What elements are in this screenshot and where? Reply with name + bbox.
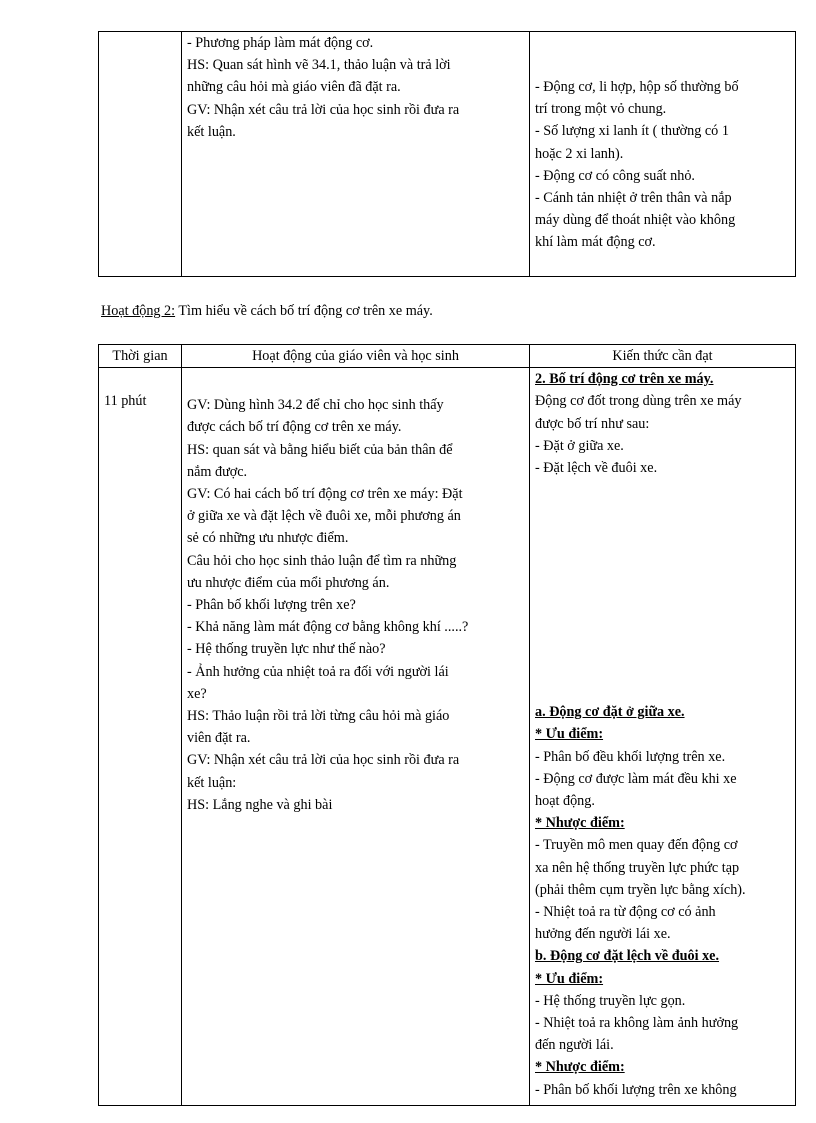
activity-line: HS: Quan sát hình vẽ 34.1, thảo luận và trả lời <box>187 57 451 74</box>
knowledge-line: - Truyền mô men quay đến động cơ <box>535 837 738 854</box>
activity-line: ở giữa xe và đặt lệch về đuôi xe, mỗi phương án <box>187 508 461 525</box>
knowledge-cell <box>530 368 796 1106</box>
time-cell <box>99 368 182 1106</box>
knowledge-line: máy dùng để thoát nhiệt vào không <box>535 212 736 229</box>
subsection-b-title: b. Động cơ đặt lệch về đuôi xe. <box>535 948 720 965</box>
activity-line: kết luận: <box>187 774 237 791</box>
activity-line: nắm được. <box>187 463 248 480</box>
knowledge-line: đến người lái. <box>535 1037 614 1054</box>
header-knowledge: Kiến thức cần đạt <box>530 345 796 368</box>
activity-line: kết luận. <box>187 123 236 140</box>
activity-line: - Phân bố khối lượng trên xe? <box>187 597 356 614</box>
activity-line: viên đặt ra. <box>187 730 251 747</box>
activity-line: GV: Nhận xét câu trả lời của học sinh rồi đưa ra <box>187 101 460 118</box>
activity-heading <box>101 300 433 322</box>
activity-line: sẻ có những ưu nhược điểm. <box>187 530 349 547</box>
time-value: 11 phút <box>104 393 147 410</box>
continuation-table <box>98 31 796 277</box>
knowledge-cell <box>530 32 796 277</box>
activity-heading-label: Hoạt động 2: <box>101 303 176 319</box>
knowledge-line: - Hệ thống truyền lực gọn. <box>535 992 686 1009</box>
knowledge-line: - Cánh tản nhiệt ở trên thân và nắp <box>535 190 732 207</box>
knowledge-line: trí trong một vỏ chung. <box>535 101 667 118</box>
knowledge-line: Động cơ đốt trong dùng trên xe máy <box>535 393 742 410</box>
activity-line: GV: Nhận xét câu trả lời của học sinh rồi đưa ra <box>187 752 460 769</box>
knowledge-line: (phải thêm cụm tryền lực bằng xích). <box>535 881 746 898</box>
activity-line: xe? <box>187 685 207 702</box>
activity-line: Câu hỏi cho học sinh thảo luận để tìm ra những <box>187 552 457 569</box>
activity-line: những câu hỏi mà giáo viên đã đặt ra. <box>187 79 401 96</box>
knowledge-line: hoạt động. <box>535 793 595 810</box>
knowledge-line: - Động cơ, li hợp, hộp số thường bố <box>535 79 739 95</box>
knowledge-line: - Đặt ở giữa xe. <box>535 437 624 454</box>
knowledge-line: - Phân bố khối lượng trên xe không <box>535 1081 737 1098</box>
knowledge-line: khí làm mát động cơ. <box>535 234 656 251</box>
knowledge-line: - Nhiệt toả ra không làm ảnh hưởng <box>535 1015 739 1032</box>
activity-heading-text: Tìm hiểu về cách bố trí động cơ trên xe máy. <box>175 303 433 319</box>
knowledge-line: - Nhiệt toả ra từ động cơ có ảnh <box>535 904 716 921</box>
activity-line: được cách bố trí động cơ trên xe máy. <box>187 419 402 436</box>
activity-line: ưu nhược điểm của mổi phương án. <box>187 574 390 591</box>
activity-line: - Ảnh hưởng của nhiệt toả ra đối với người lái <box>187 663 449 680</box>
knowledge-line: được bố trí như sau: <box>535 415 650 432</box>
knowledge-line: hoặc 2 xi lanh). <box>535 145 624 162</box>
knowledge-line: - Động cơ có công suất nhỏ. <box>535 167 695 184</box>
pros-title: * Ưu điểm: <box>535 726 604 743</box>
knowledge-line: - Phân bố đều khối lượng trên xe. <box>535 748 726 765</box>
lesson-table <box>98 344 796 1106</box>
knowledge-line: - Đặt lệch về đuôi xe. <box>535 460 658 477</box>
activity-cell <box>182 368 530 1106</box>
subsection-a-title: a. Động cơ đặt ở giữa xe. <box>535 704 685 721</box>
pros-title: * Ưu điểm: <box>535 970 604 987</box>
knowledge-line: - Động cơ được làm mát đều khi xe <box>535 770 737 787</box>
activity-line: HS: Lắng nghe và ghi bài <box>187 796 333 813</box>
knowledge-line: hưởng đến người lái xe. <box>535 926 671 943</box>
knowledge-line: xa nên hệ thống truyền lực phức tạp <box>535 859 740 876</box>
header-time: Thời gian <box>99 345 182 368</box>
activity-line: HS: Thảo luận rồi trả lời từng câu hỏi mà giáo <box>187 708 450 725</box>
activity-line: - Hệ thống truyền lực như thế nào? <box>187 641 386 658</box>
knowledge-line: - Số lượng xi lanh ít ( thường có 1 <box>535 123 729 140</box>
activity-line: GV: Có hai cách bố trí động cơ trên xe máy: Đặt <box>187 486 463 503</box>
spacer <box>535 479 790 701</box>
header-activity: Hoạt động của giáo viên và học sinh <box>182 345 530 368</box>
activity-line: - Khả năng làm mát động cơ bằng không khí .....? <box>187 619 469 636</box>
time-cell-empty <box>99 32 182 277</box>
activity-line: GV: Dùng hình 34.2 để chỉ cho học sinh thấy <box>187 397 444 414</box>
activity-line: HS: quan sát và bằng hiểu biết của bản thân để <box>187 441 453 458</box>
cons-title: * Nhược điểm: <box>535 1059 625 1076</box>
activity-cell <box>182 32 530 277</box>
activity-line: - Phương pháp làm mát động cơ. <box>187 35 374 51</box>
section-title: 2. Bố trí động cơ trên xe máy. <box>535 371 714 388</box>
cons-title: * Nhược điểm: <box>535 815 625 832</box>
